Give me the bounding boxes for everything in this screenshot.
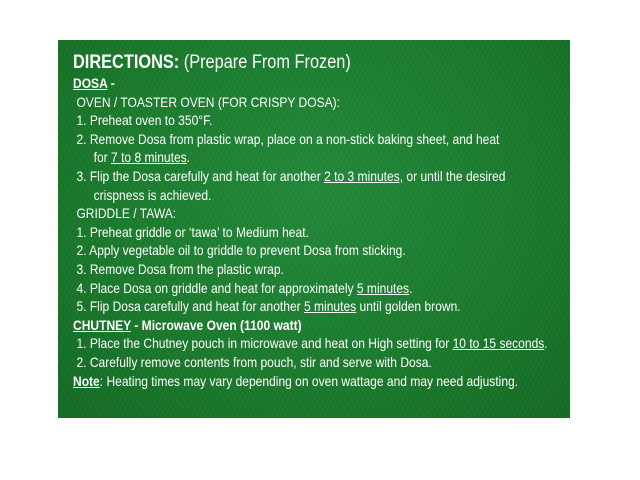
chutney-step-1-time: 10 to 15 seconds <box>452 335 545 352</box>
note-line <box>73 372 519 391</box>
oven-step-3 <box>73 167 506 186</box>
chutney-heading <box>73 316 494 335</box>
oven-heading: OVEN / TOASTER OVEN (FOR CRISPY DOSA): <box>76 93 341 110</box>
chutney-heading-rest: - Microwave Oven (1100 watt) <box>130 316 302 333</box>
oven-step-2-time: 7 to 8 minutes <box>111 149 187 166</box>
griddle-step-1: 1. Preheat griddle or ‘tawa’ to Medium heat. <box>76 223 309 240</box>
griddle-step-2: 2. Apply vegetable oil to griddle to prevent Dosa from sticking. <box>76 242 406 259</box>
griddle-heading: GRIDDLE / TAWA: <box>76 205 177 222</box>
oven-step-2-cont <box>73 148 494 167</box>
dosa-heading-suffix: - <box>107 75 115 91</box>
chutney-step-1-period: . <box>544 335 548 352</box>
oven-step-3-time: 2 to 3 minutes, <box>324 167 404 184</box>
chutney-step-2: 2. Carefully remove contents from pouch, stir and serve with Dosa. <box>76 353 432 370</box>
griddle-step-5-text: 5. Flip Dosa carefully and heat for another <box>76 298 304 315</box>
chutney-heading-word: CHUTNEY <box>73 316 131 333</box>
griddle-step-5 <box>73 297 494 316</box>
griddle-step-5-time: 5 minutes <box>303 298 357 315</box>
oven-step-2-period: . <box>186 149 191 166</box>
chutney-step-1 <box>73 334 548 353</box>
dosa-heading <box>73 74 494 93</box>
griddle-step-4 <box>73 279 494 298</box>
directions-subtitle: (Prepare From Frozen) <box>179 52 351 73</box>
oven-step-1: 1. Preheat oven to 350°F. <box>76 112 213 129</box>
griddle-step-3: 3. Remove Dosa from the plastic wrap. <box>76 260 284 277</box>
directions-panel <box>58 40 570 418</box>
chutney-step-1-text: 1. Place the Chutney pouch in microwave and heat on High setting for <box>76 335 453 352</box>
griddle-step-4-time: 5 minutes <box>356 279 410 296</box>
dosa-heading-word: DOSA <box>73 75 108 91</box>
oven-step-2-for: for <box>93 149 112 166</box>
griddle-step-4-text: 4. Place Dosa on griddle and heat for approximately <box>76 279 357 296</box>
griddle-step-5-rest: until golden brown. <box>356 298 461 315</box>
oven-step-3-rest: or until the desired <box>403 167 506 184</box>
directions-title <box>73 52 494 74</box>
oven-step-3-text: 3. Flip the Dosa carefully and heat for another <box>76 167 325 184</box>
oven-step-3-cont: crispness is achieved. <box>93 186 212 203</box>
note-text: : Heating times may vary depending on oven wattage and may need adjusting. <box>99 372 519 389</box>
griddle-step-4-period: . <box>409 279 413 296</box>
oven-step-2: 2. Remove Dosa from plastic wrap, place on a non-stick baking sheet, and heat <box>76 130 500 147</box>
note-label: Note <box>73 372 100 389</box>
directions-label: DIRECTIONS: <box>73 52 180 73</box>
